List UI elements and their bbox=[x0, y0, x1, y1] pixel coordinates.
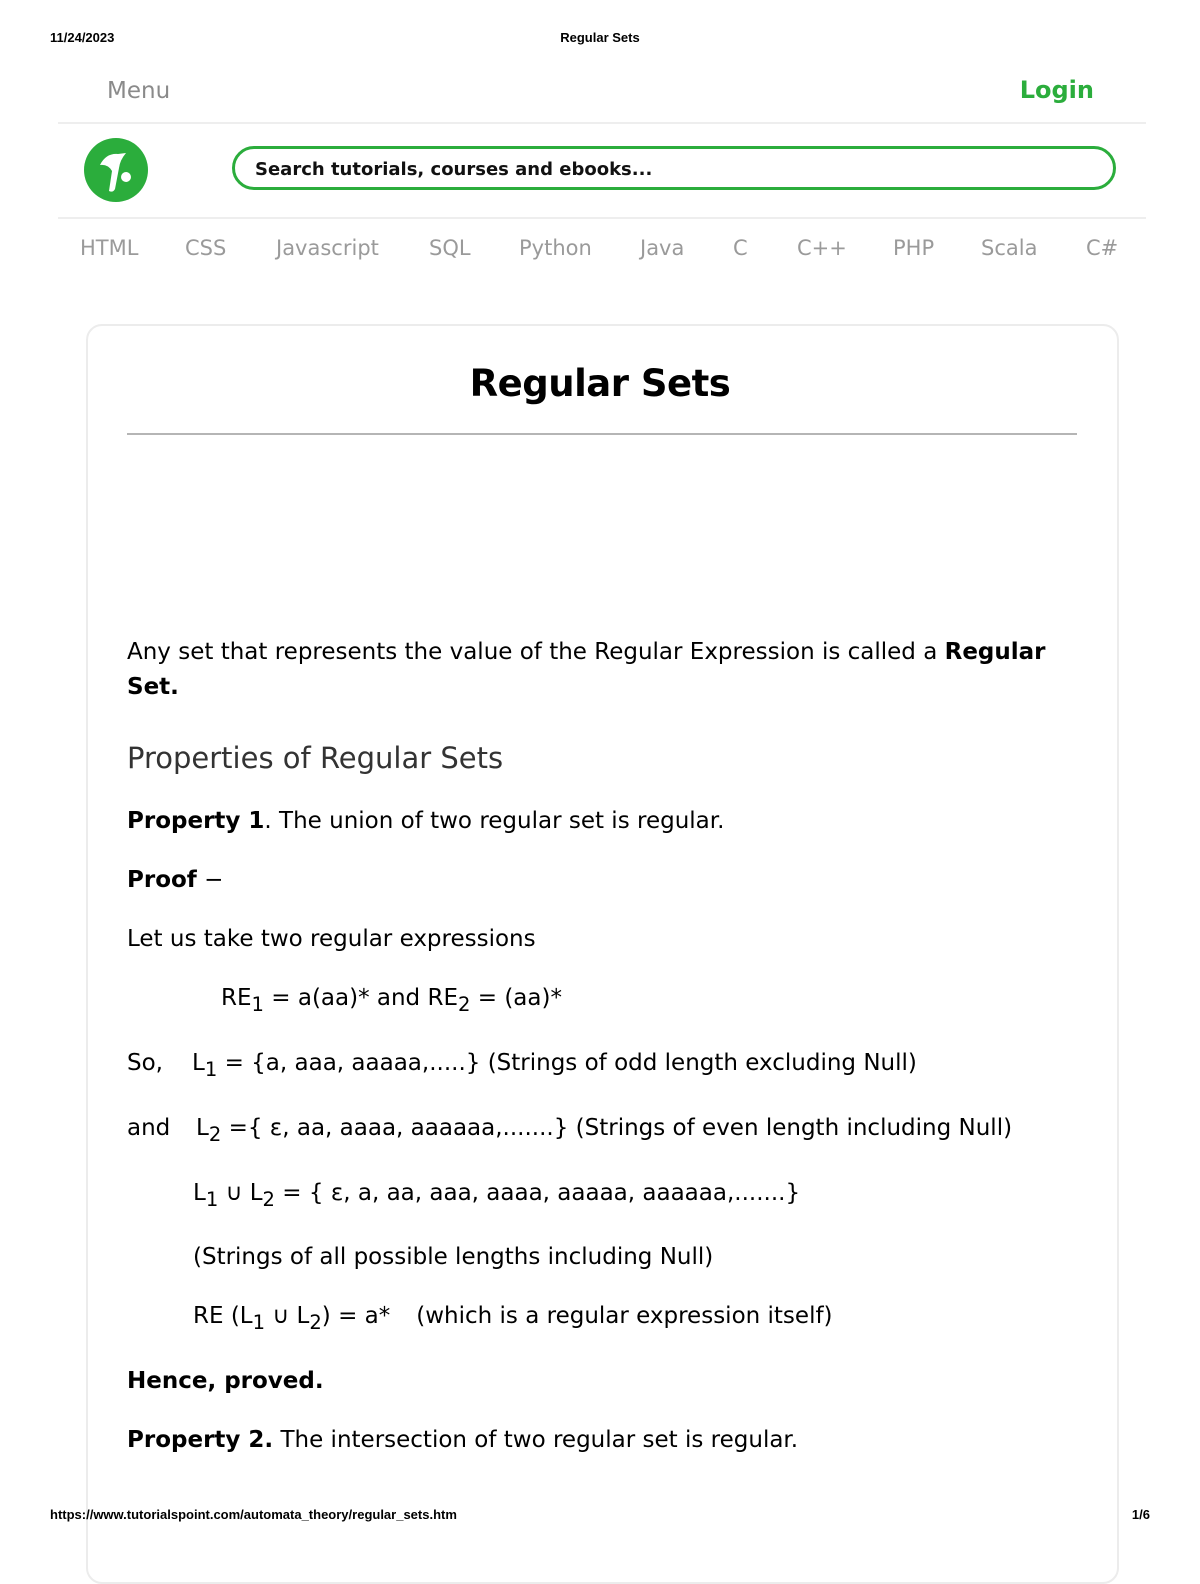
l1-value: = {a, aaa, aaaaa,.....} (Strings of odd length excluding Null) bbox=[217, 1050, 917, 1076]
search-placeholder: Search tutorials, courses and ebooks... bbox=[255, 159, 653, 180]
page-title: Regular Sets bbox=[469, 362, 731, 405]
l2-prefix: and bbox=[127, 1115, 171, 1141]
re-union-sub1: 1 bbox=[252, 1310, 266, 1334]
intro-paragraph bbox=[127, 635, 1077, 705]
union-sub2: 2 bbox=[262, 1187, 275, 1211]
union-value: = { ε, a, aa, aaa, aaaa, aaaaa, aaaaaa,.......} bbox=[274, 1180, 801, 1206]
print-date: 11/24/2023 bbox=[50, 30, 115, 45]
proof-word: Proof bbox=[127, 867, 197, 893]
login-link[interactable]: Login bbox=[1019, 76, 1094, 104]
union-sub1: 1 bbox=[205, 1187, 219, 1211]
re2-subscript: 2 bbox=[457, 992, 471, 1016]
category-link-scala[interactable]: Scala bbox=[981, 236, 1038, 260]
re-union-note: (which is a regular expression itself) bbox=[416, 1303, 833, 1329]
l1-name: L bbox=[192, 1050, 205, 1076]
category-link-java[interactable]: Java bbox=[640, 236, 685, 260]
re-union-mid: ∪ L bbox=[265, 1303, 310, 1329]
title-divider bbox=[127, 433, 1077, 435]
re-union-sub2: 2 bbox=[309, 1310, 322, 1334]
let-text: Let us take two regular expressions bbox=[127, 926, 536, 952]
property-1 bbox=[127, 808, 724, 834]
proof-label bbox=[127, 867, 223, 893]
l2-subscript: 2 bbox=[208, 1122, 222, 1146]
print-url: https://www.tutorialspoint.com/automata_theory/regular_sets.htm bbox=[50, 1507, 457, 1522]
print-title: Regular Sets bbox=[560, 30, 640, 45]
category-link-html[interactable]: HTML bbox=[80, 236, 139, 260]
re2-value: = (aa)* bbox=[470, 985, 562, 1011]
print-page-number: 1/6 bbox=[1131, 1507, 1150, 1522]
print-header bbox=[50, 30, 1150, 48]
re1-name: RE bbox=[221, 985, 252, 1011]
print-footer bbox=[50, 1507, 1150, 1525]
top-bar bbox=[58, 72, 1146, 124]
category-link-sql[interactable]: SQL bbox=[429, 236, 471, 260]
union-line bbox=[193, 1180, 801, 1211]
l2-name: L bbox=[196, 1115, 209, 1141]
property-1-label: Property 1 bbox=[127, 808, 265, 834]
search-input[interactable] bbox=[232, 146, 1116, 190]
property-1-text: . The union of two regular set is regular. bbox=[264, 808, 725, 834]
union-l: L bbox=[193, 1180, 206, 1206]
union-note: (Strings of all possible lengths including Null) bbox=[193, 1244, 714, 1270]
hence-proved: Hence, proved. bbox=[127, 1368, 324, 1394]
intro-text: Any set that represents the value of the Regular Expression is called a bbox=[127, 639, 945, 665]
property-2-text: The intersection of two regular set is regular. bbox=[273, 1427, 799, 1453]
intro-bold: Regular Set. bbox=[127, 639, 1046, 700]
content-card bbox=[86, 324, 1119, 1584]
re1-subscript: 1 bbox=[251, 992, 264, 1016]
l1-prefix: So, bbox=[127, 1050, 163, 1076]
re-union-prefix: RE (L bbox=[193, 1303, 253, 1329]
l1-line bbox=[127, 1050, 163, 1076]
re-union-value: ) = a* bbox=[321, 1303, 391, 1329]
l2-line bbox=[127, 1115, 170, 1141]
section-heading: Properties of Regular Sets bbox=[127, 741, 504, 775]
l2-definition bbox=[196, 1115, 1013, 1146]
search-row bbox=[58, 124, 1146, 219]
re-definition-line bbox=[221, 985, 562, 1016]
category-link-cpp[interactable]: C++ bbox=[797, 236, 847, 260]
category-link-csharp[interactable]: C# bbox=[1086, 236, 1119, 260]
union-mid: ∪ L bbox=[218, 1180, 263, 1206]
menu-button[interactable]: Menu bbox=[107, 78, 171, 104]
l1-definition bbox=[192, 1050, 917, 1081]
category-nav bbox=[0, 236, 1200, 266]
category-link-css[interactable]: CSS bbox=[185, 236, 227, 260]
category-link-c[interactable]: C bbox=[733, 236, 748, 260]
tutorialspoint-logo-icon[interactable] bbox=[84, 138, 148, 202]
l1-subscript: 1 bbox=[204, 1057, 218, 1081]
category-link-php[interactable]: PHP bbox=[893, 236, 935, 260]
proof-dash: − bbox=[196, 867, 224, 893]
category-link-python[interactable]: Python bbox=[519, 236, 592, 260]
l2-value: ={ ε, aa, aaaa, aaaaaa,.......} (Strings of even length including Null) bbox=[221, 1115, 1013, 1141]
re1-value: = a(aa)* and RE bbox=[263, 985, 458, 1011]
property-2-label: Property 2. bbox=[127, 1427, 274, 1453]
property-2 bbox=[127, 1427, 798, 1453]
category-link-javascript[interactable]: Javascript bbox=[276, 236, 379, 260]
re-union-line bbox=[193, 1303, 833, 1334]
